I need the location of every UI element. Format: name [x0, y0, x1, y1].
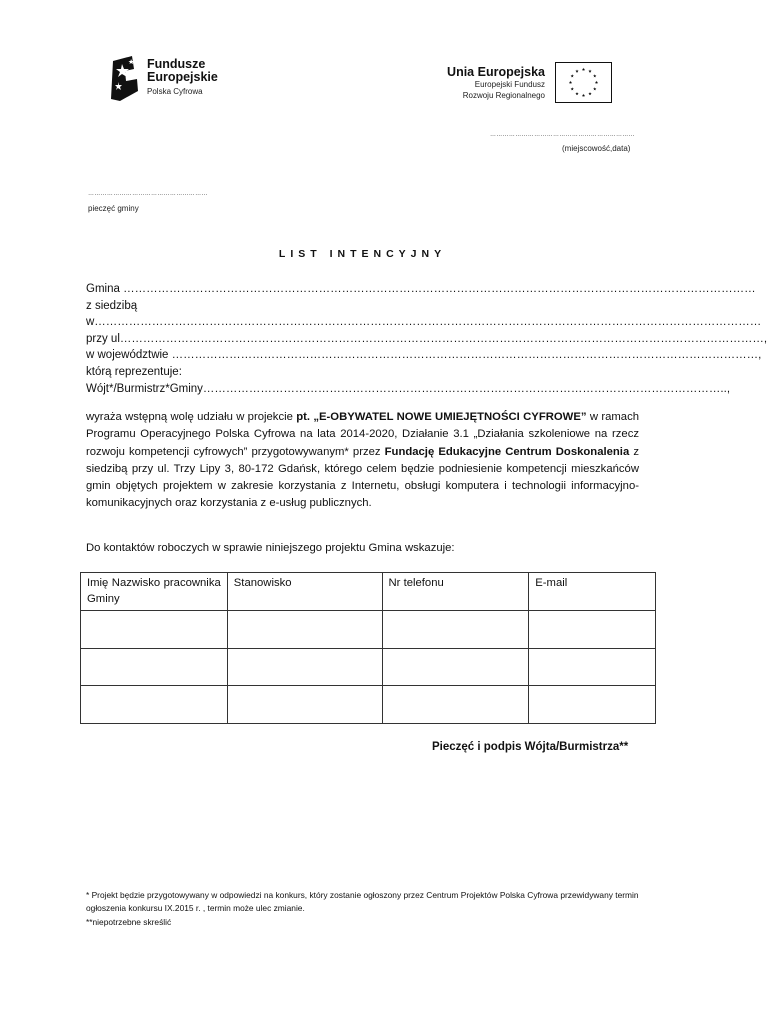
fundusze-europejskie-logo: [110, 55, 230, 105]
header-email: E-mail: [529, 573, 656, 611]
table-cell[interactable]: [227, 611, 382, 649]
table-cell[interactable]: [227, 648, 382, 686]
field-reprezentuje: którą reprezentuje:: [86, 365, 182, 378]
project-name: pt. „E-OBYWATEL NOWE UMIEJĘTNOŚCI CYFROWE”: [296, 411, 587, 423]
fe-logo-line1: Fundusze: [147, 57, 206, 71]
footnotes: [86, 889, 646, 929]
table-cell[interactable]: [227, 686, 382, 724]
eu-flag-icon: [555, 62, 612, 103]
place-date-dots: ……………………………………………………………: [490, 132, 635, 138]
body-part-5: z siedzibą przy ul. Trzy Lipy 3, 80-172 Gdańsk, którego celem będzie podniesienie kompetencji mieszkańców gmin objętych projektem w zakresie korzystania z Internetu, obsługi komputera i technologii informacyjno-komunikacyjnych oraz korzystania z e-usług publicznych.: [86, 445, 639, 510]
field-wojt: Wójt*/Burmistrz*Gminy………………………………………………………………………………………………………………………..,: [86, 382, 731, 395]
field-ulica: przy ul……………………………………………………………………………………………………………………………………………………,: [86, 332, 767, 345]
table-row: [81, 686, 656, 724]
table-cell[interactable]: [529, 648, 656, 686]
unia-europejska-logo: [430, 62, 615, 106]
stamp-caption: pieczęć gminy: [88, 204, 139, 213]
document-title: LIST INTENCYJNY: [278, 248, 447, 260]
table-cell[interactable]: [81, 611, 228, 649]
table-cell[interactable]: [81, 648, 228, 686]
fe-logo-line2: Europejskie: [147, 70, 218, 84]
fe-logo-icon: [110, 55, 140, 103]
fe-logo-line3: Polska Cyfrowa: [147, 87, 203, 96]
place-date-caption: (miejscowość,data): [562, 144, 631, 153]
body-part-1: wyraża wstępną wolę udziału w projekcie: [86, 411, 297, 423]
field-wojewodztwo: w województwie ………………………………………………………………………………………………………………………………………,: [86, 349, 762, 362]
table-cell[interactable]: [382, 611, 529, 649]
body-paragraph: [86, 409, 639, 513]
table-row: [81, 611, 656, 649]
ue-logo-line3: Rozwoju Regionalnego: [462, 91, 545, 100]
header-phone: Nr telefonu: [382, 573, 529, 611]
table-cell[interactable]: [529, 611, 656, 649]
footnote-2: **niepotrzebne skreślić: [86, 916, 172, 927]
fields-block: [86, 281, 767, 397]
field-w: w…………………………………………………………………………………………………………………………………………………………: [86, 316, 762, 329]
foundation-name: Fundację Edukacyjne Centrum Doskonalenia: [384, 445, 630, 458]
footnote-1: * Projekt będzie przygotowywany w odpowiedzi na konkurs, który zostanie ogłoszony przez Centrum Projektów Polska Cyfrowa przewidywany termin ogłoszenia konkursu IX.2015 r. , termin może ulec zmianie.: [86, 890, 639, 914]
table-header-row: [81, 573, 656, 611]
contact-table: [80, 572, 656, 724]
body-part-3: w ramach Programu Operacyjnego Polska Cyfrowa na lata 2014-2020, Działanie 3.1 „Działania szkoleniowe na rzecz rozwoju kompetencji cyfrowych” przygotowywanym* przez: [86, 411, 639, 458]
table-cell[interactable]: [529, 686, 656, 724]
table-cell[interactable]: [382, 648, 529, 686]
ue-logo-line2: Europejski Fundusz: [474, 80, 545, 89]
header-name: Imię Nazwisko pracownika Gminy: [81, 573, 228, 611]
field-siedziba: z siedzibą: [86, 299, 138, 312]
contacts-intro: Do kontaktów roboczych w sprawie niniejszego projektu Gmina wskazuje:: [86, 542, 455, 554]
table-cell[interactable]: [382, 686, 529, 724]
stamp-dots: …………………………………………………: [88, 191, 208, 197]
signature-label: Pieczęć i podpis Wójta/Burmistrza**: [432, 741, 629, 753]
table-cell[interactable]: [81, 686, 228, 724]
field-gmina: Gmina …………………………………………………………………………………………………………………………………………………: [86, 283, 756, 295]
table-row: [81, 648, 656, 686]
header-position: Stanowisko: [227, 573, 382, 611]
ue-logo-line1: Unia Europejska: [447, 65, 545, 79]
